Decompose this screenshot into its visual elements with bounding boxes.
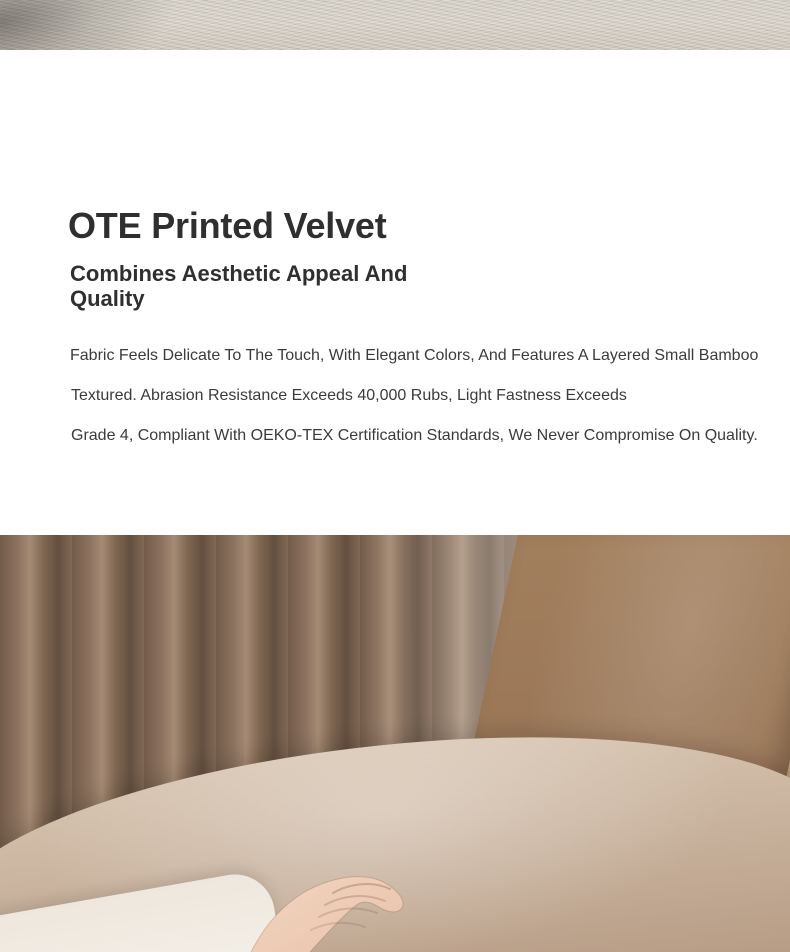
description-line-1: Fabric Feels Delicate To The Touch, With Elegant Colors, And Features A Layered Small Bamboo — [70, 347, 759, 364]
image-shadow — [0, 0, 187, 50]
sofa-lifestyle-image — [0, 535, 790, 952]
top-fabric-image — [0, 0, 790, 50]
product-subtitle: Combines Aesthetic Appeal And Quality — [70, 261, 408, 311]
product-description-section — [0, 50, 790, 535]
description-line-2: Textured. Abrasion Resistance Exceeds 40,000 Rubs, Light Fastness Exceeds — [71, 387, 627, 404]
description-line-3: Grade 4, Compliant With OEKO-TEX Certification Standards, We Never Compromise On Quality. — [71, 427, 758, 444]
product-title: OTE Printed Velvet — [68, 205, 387, 246]
hand-illustration — [215, 835, 435, 952]
